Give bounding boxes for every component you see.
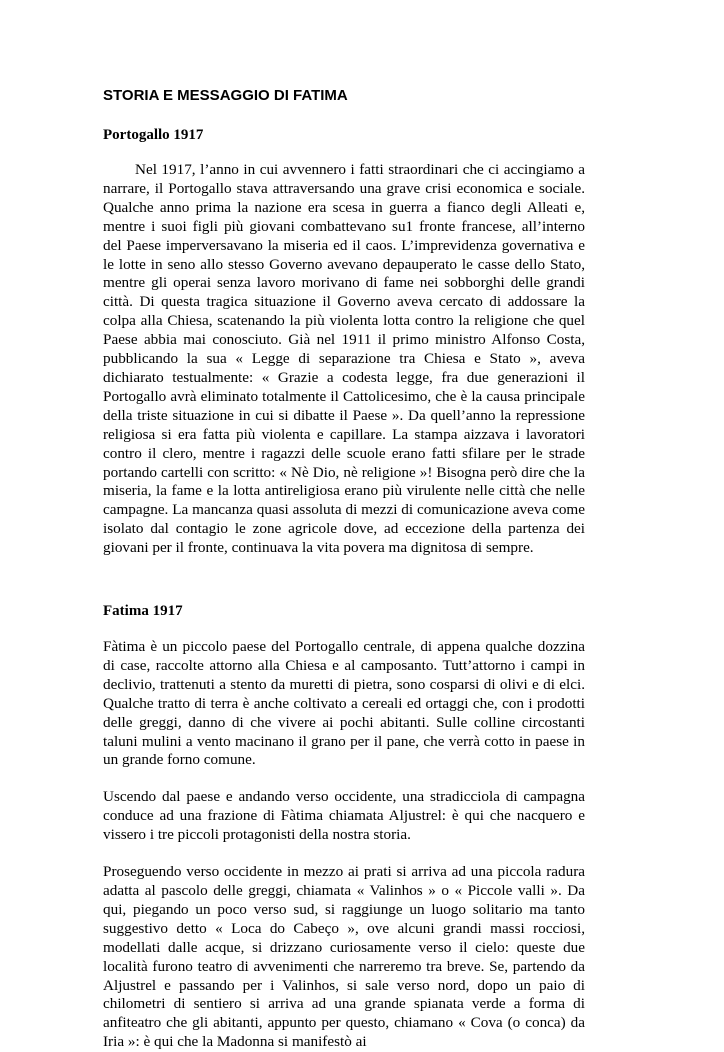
section-paragraph: Fàtima è un piccolo paese del Portogallo centrale, di appena qualche dozzina di case, raccolte attorno alla Chiesa e al camposanto. Tutt’attorno i campi in declivio, trattenuti a stento da muretti di pietra, sono cosparsi di olivi e di elci. Qualche tratto di terra è anche coltivato a cereali ed ortaggi che, con i prodotti delle greggi, danno di che vivere ai pochi abitanti. Sulle colline circostanti taluni mulini a vento macinano il grano per il pane, che verrà cotto in paese in un grande forno comune. <box>103 638 585 769</box>
section-paragraph: Nel 1917, l’anno in cui avvennero i fatti straordinari che ci accingiamo a narrare, il Portogallo stava attraversando una grave crisi economica e sociale. Qualche anno prima la nazione era scesa in guerra a fianco degli Alleati e, mentre i suoi figli più giovani combattevano su1 fronte francese, all’interno del Paese imperversavano la miseria ed il caos. L’imprevidenza governativa e le lotte in seno allo stesso Governo avevano depauperato le casse dello Stato, mentre gli operai senza lavoro morivano di fame nei sobborghi delle grandi città. Di questa tragica situazione il Governo aveva cercato di addossare la colpa alla Chiesa, scatenando la più violenta lotta contro la religione che quel Paese abbia mai conosciuto. Già nel 1911 il primo ministro Alfonso Costa, pubblicando la sua « Legge di separazione tra Chiesa e Stato », aveva dichiarato testualmente: « Grazie a codesta legge, fra due generazioni il Portogallo avrà eliminato totalmente il Cattolicesimo, che è la causa principale della triste situazione in cui si dibatte il Paese ». Da quell’anno la repressione religiosa si era fatta più violenta e capillare. La stampa aizzava i lavoratori contro il clero, mentre i ragazzi delle scuole erano fatti sfilare per le strade portando cartelli con scritto: « Nè Dio, nè religione »! Bisogna però dire che la miseria, la fame e la lotta antireligiosa erano più virulente nelle città che nelle campagne. La mancanza quasi assoluta di mezzi di comunicazione aveva come isolato dal contagio le zone agricole dove, ad eccezione della partenza dei giovani per il fronte, continuava la vita povera ma dignitosa di sempre. <box>103 161 585 557</box>
section-heading-portogallo-1917: Portogallo 1917 <box>103 127 204 143</box>
section-paragraph: Uscendo dal paese e andando verso occidente, una stradicciola di campagna conduce ad una frazione di Fàtima chiamata Aljustrel: è qui che nacquero e vissero i tre piccoli protagonisti della nostra storia. <box>103 788 585 844</box>
document-title: STORIA E MESSAGGIO DI FATIMA <box>103 87 348 104</box>
section-paragraph: Proseguendo verso occidente in mezzo ai prati si arriva ad una piccola radura adatta al pascolo delle greggi, chiamata « Valinhos » o « Piccole valli ». Da qui, piegando un poco verso sud, si raggiunge un luogo solitario ma tanto suggestivo detto « Loca do Cabeço », ove alcuni grandi massi rocciosi, modellati dalle acque, si drizzano curiosamente verso il cielo: queste due località furono teatro di avvenimenti che narreremo tra breve. Se, partendo da Aljustrel e passando per i Valinhos, si sale verso nord, dopo un paio di chilometri di sentiero si arriva ad una grande spianata verde a forma di anfiteatro che gli abitanti, appunto per questo, chiamano « Cova (o conca) da Iria »: è qui che la Madonna si manifestò ai <box>103 863 585 1051</box>
document-page <box>103 86 585 1052</box>
section-heading-fatima-1917: Fatima 1917 <box>103 603 183 620</box>
